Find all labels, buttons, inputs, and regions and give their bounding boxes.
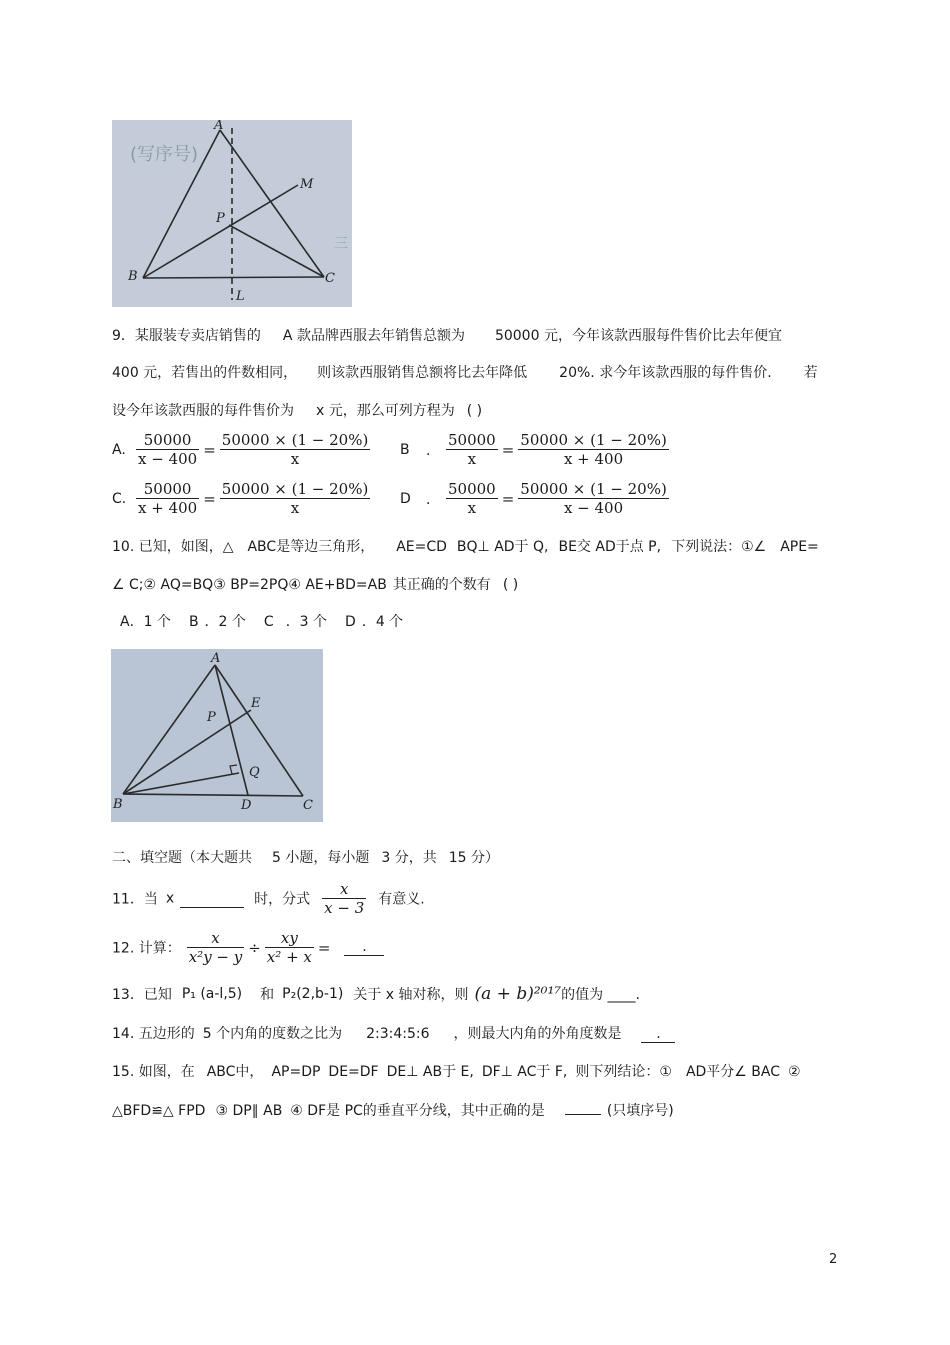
q13-p2: P₂(2,b-1) (282, 986, 344, 1002)
fig1-bg-text-2: 三 (334, 236, 348, 252)
equals-sign: = (501, 489, 515, 508)
frac-den: x − 400 (138, 450, 198, 468)
fig1-label-b: B (128, 269, 138, 284)
q10-text: ABC是等边三角形， (247, 539, 375, 555)
q10-text: BE交 AD于点 P, (558, 539, 662, 555)
frac-num: 50000 (136, 480, 199, 499)
q9-option-d[interactable] (400, 480, 669, 517)
q15-line-2 (112, 1098, 674, 1120)
frac-den: x (290, 499, 300, 517)
q9-line-1 (112, 325, 782, 345)
option-dot: ． (426, 442, 440, 459)
q10-line-1 (112, 536, 819, 556)
q9-text: x 元，那么可列方程为 (316, 403, 455, 419)
page-number: 2 (829, 1252, 838, 1267)
q9-option-c[interactable] (112, 480, 370, 517)
section-text: 二、填空题（本大题共 (112, 850, 252, 866)
fig2-label-q: Q (249, 765, 260, 780)
q9-option-b[interactable] (400, 431, 669, 468)
q9-text: 400 元，若售出的件数相同， (112, 365, 298, 381)
q10-text: 其正确的个数有 (392, 577, 491, 593)
q14-prefix: 14. 五边形的 (112, 1026, 195, 1042)
q13-suffix: 的值为 ____. (561, 987, 641, 1003)
frac-num: 50000 × (1 − 20%) (520, 431, 667, 449)
equals-sign: = (203, 440, 216, 459)
q14 (112, 1023, 675, 1043)
frac-den: x + 400 (138, 499, 198, 517)
fig1-bg-text: (写序号) (130, 144, 199, 165)
q12-answer-blank[interactable]: . (344, 939, 384, 956)
fig2-label-b: B (113, 797, 123, 812)
q10-option-d-label[interactable]: D (345, 614, 356, 630)
fig1-side-bc (143, 277, 324, 278)
frac-num: 50000 × (1 − 20%) (221, 431, 369, 449)
equals-sign: = (203, 489, 216, 508)
frac-den: x (467, 499, 477, 517)
q13-p1: P₁ (a-l,5) (181, 986, 243, 1002)
q14-suffix: ，则最大内角的外角度数是 (453, 1026, 622, 1042)
frac-den: x + 400 (563, 450, 624, 468)
frac-den: x − 400 (563, 499, 624, 517)
frac-num: 50000 × (1 − 20%) (520, 480, 667, 498)
figure-2-svg (111, 649, 323, 822)
q15-text: (只填序号) (606, 1103, 674, 1119)
fig1-label-l: L (236, 289, 245, 304)
frac-den: x (467, 450, 477, 468)
q10-text: AE=CD (396, 539, 447, 555)
fig1-label-c: C (325, 271, 335, 286)
section-text: 5 小题，每小题 (272, 850, 370, 866)
fig2-label-p: P (207, 710, 216, 725)
q11 (112, 880, 425, 917)
q11-answer-blank[interactable] (180, 889, 244, 908)
option-label: A. (112, 441, 126, 458)
fig2-label-d: D (241, 798, 252, 813)
figure-equilateral-triangle-2 (111, 649, 323, 822)
q10-option-d[interactable]: ．4 个 (361, 614, 404, 630)
q10-option-c-label[interactable]: C (263, 614, 274, 630)
fig2-label-e: E (251, 696, 261, 711)
q9-text: 若 (803, 365, 818, 381)
divide-sign: ÷ (248, 938, 261, 957)
option-dot: ． (426, 491, 440, 508)
fig1-label-p: P (216, 211, 225, 226)
q10-text: BQ⊥ AD于 Q, (456, 539, 549, 555)
q15-text: ② (788, 1064, 801, 1080)
q11-suffix: 有意义. (378, 891, 425, 908)
fig2-label-c: C (303, 798, 313, 813)
q10-text: ( ) (502, 577, 519, 593)
frac-den: x (290, 450, 300, 468)
q9-text: A 款品牌西服去年销售总额为 (282, 328, 465, 344)
q15-text: ③ DP∥ AB (215, 1103, 283, 1119)
q9-text: ( ) (466, 403, 483, 419)
figure-1-svg (112, 120, 352, 307)
q15-text: DF⊥ AC于 F, (481, 1064, 568, 1080)
q10-options (120, 611, 403, 631)
q12 (112, 929, 384, 966)
q14-answer-blank[interactable]: . (641, 1026, 675, 1043)
frac-num: 50000 (448, 480, 496, 498)
q9-text: 20%. 求今年该款西服的每件售价. (559, 365, 772, 381)
q9-line-3 (112, 400, 482, 420)
q13 (112, 984, 640, 1004)
q9-text: 50000 元，今年该款西服每件售价比去年便宜 (494, 328, 782, 344)
frac-den: x − 3 (324, 899, 365, 917)
q11-mid: 时，分式 (254, 891, 311, 908)
q14-mid: 5 个内角的度数之比为 (202, 1026, 343, 1042)
q15-text: DE=DF (328, 1064, 379, 1080)
q11-var: x (165, 890, 175, 907)
q9-line-2 (112, 362, 818, 382)
section-text: 15 分） (448, 850, 499, 866)
q10-option-a[interactable]: A．1 个 (120, 614, 171, 630)
q15-answer-blank[interactable] (565, 1098, 601, 1115)
q13-expr: (a + b)²⁰¹⁷ (474, 984, 562, 1004)
fig2-label-a: A (211, 651, 221, 666)
q10-option-b-label[interactable]: B (188, 614, 199, 630)
q13-prefix: 13．已知 (112, 987, 172, 1003)
q9-text: 设今年该款西服的每件售价为 (112, 403, 294, 419)
frac-den: x² + x (266, 948, 312, 966)
q15-text: DE⊥ AB于 E, (386, 1064, 474, 1080)
q9-text: 9．某服装专卖店销售的 (112, 328, 261, 344)
frac-num: 50000 (136, 431, 199, 450)
section-text: 3 分，共 (381, 850, 437, 866)
q9-text: 则该款西服销售总额将比去年降低 (317, 365, 528, 381)
q10-text: ∠ C;② AQ=BQ③ BP=2PQ④ AE+BD=AB (112, 577, 387, 593)
frac-num: x (322, 880, 366, 899)
q10-text: 下列说法：①∠ (671, 539, 767, 555)
q15-text: 则下列结论：① (575, 1064, 672, 1080)
q13-mid: 关于 x 轴对称，则 (353, 987, 469, 1003)
q15-text: AD平分∠ BAC (685, 1064, 781, 1080)
q15-text: △BFD≌△ FPD (112, 1103, 206, 1119)
option-label: C. (112, 490, 127, 507)
frac-den: x²y − y (188, 948, 243, 966)
equals-sign: = (317, 938, 331, 957)
q12-prefix: 12. 计算： (112, 940, 181, 957)
frac-num: 50000 (448, 431, 496, 449)
option-label: B (400, 441, 410, 458)
q10-line-2 (112, 574, 518, 594)
q10-text: 10. 已知，如图，△ (112, 539, 234, 555)
q13-and: 和 (260, 987, 275, 1003)
q15-text: ④ DF是 PC的垂直平分线，其中正确的是 (290, 1103, 545, 1119)
q14-ratio: 2:3:4:5:6 (366, 1026, 430, 1042)
q11-prefix: 11．当 (112, 891, 158, 908)
q9-option-a[interactable] (112, 431, 370, 468)
q10-option-b[interactable]: ．2 个 (204, 614, 246, 630)
frac-num: xy (265, 929, 314, 948)
q15-line-1 (112, 1061, 801, 1081)
section-2-heading (112, 847, 499, 867)
q15-text: AP=DP (271, 1064, 321, 1080)
option-label: D (400, 490, 411, 507)
frac-num: 50000 × (1 − 20%) (221, 480, 369, 498)
q15-text: ABC中， (206, 1064, 264, 1080)
fig1-label-a: A (214, 120, 224, 133)
figure-triangle-abc-1 (112, 120, 352, 307)
q10-option-c[interactable]: ．3 个 (285, 614, 328, 630)
frac-num: x (187, 929, 245, 948)
fig1-label-m: M (300, 177, 314, 192)
q15-text: 15. 如图，在 (112, 1064, 195, 1080)
q10-text: APE= (780, 539, 819, 555)
equals-sign: = (501, 440, 515, 459)
